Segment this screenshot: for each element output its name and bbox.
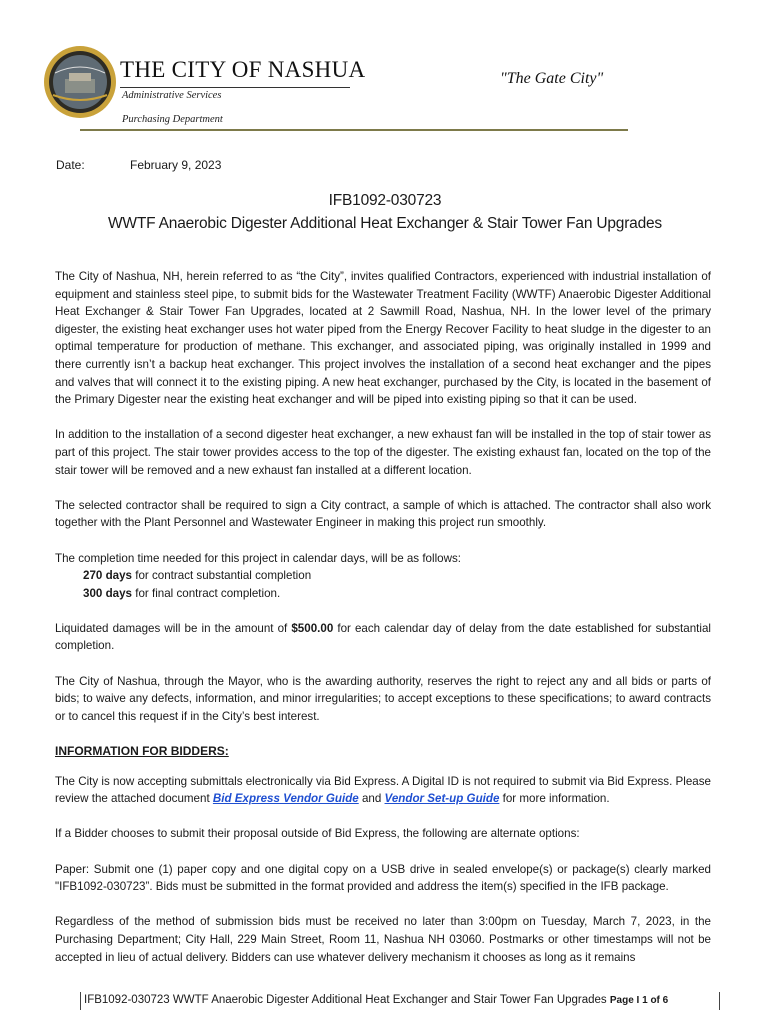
substantial-days: 270 days [83,569,132,583]
letterhead [40,40,630,130]
rights-paragraph: The City of Nashua, through the Mayor, who is the awarding authority, reserves the right to reject any and all bids or parts of bids; to waive any defects, information, and minor irregularities; to accept exceptions to these specifications; to award contracts or to cancel this request if in the City’s best interest. [55,674,711,723]
final-days: 300 days [83,586,132,600]
bid-express-vendor-guide-link[interactable]: Bid Express Vendor Guide [212,792,359,806]
bid-express-text-a: The City is now accepting submittals electronically via Bid Express. A Digital ID is not required to submit via Bid Express. Please review the attached document [55,774,711,806]
footer-right-bar [719,992,720,1010]
letterhead-divider [80,129,628,131]
ld-text-pre: Liquidated damages will be in the amount of [55,621,292,635]
vendor-setup-guide-link[interactable]: Vendor Set-up Guide [384,792,500,806]
ld-text-post: for each calendar day of delay from the date established for substantial completion. [55,621,711,653]
department-line-2: Purchasing Department [122,114,223,125]
city-motto: "The Gate City" [500,70,604,87]
information-for-bidders-heading: INFORMATION FOR BIDDERS: [55,744,229,759]
footer-text [84,994,668,1006]
city-seal-icon [43,45,117,119]
department-line-1: Administrative Services [122,90,222,101]
date-value: February 9, 2023 [130,158,222,172]
contract-paragraph: The selected contractor shall be required to sign a City contract, a sample of which is attached. The contractor shall also work together with the Plant Personnel and Wastewater Engineer in making this project run smoothly. [55,498,711,530]
liquidated-damages-paragraph [55,620,711,655]
ld-amount: $500.00 [291,621,334,635]
city-title: THE CITY OF NASHUA [120,57,366,82]
bid-express-paragraph [55,773,711,808]
bid-number-title: IFB1092-030723 [328,192,442,209]
completion-item-substantial [55,567,711,585]
intro-paragraph: The City of Nashua, NH, herein referred to as “the City”, invites qualified Contractors, experienced with industrial installation of equipment and stainless steel pipe, to submit bids for the Wastewater Treatment Facility (WWTF) Anaerobic Digester Additional Heat Exchanger & Stair Tower Fan Upgrades, located at 2 Sawmill Road, Nashua, NH. In the lower level of the primary digester, the existing heat exchanger uses hot water piped from the Energy Recover Facility to heat sludge in the digester to an optimal temperature for production of methane. This exchanger, and associated piping, was originally installed in 1999 and there currently isn’t a backup heat exchanger. This project involves the installation of a second heat exchanger and the pipes and valves that will connect it to the existing piping. A new heat exchanger, purchased by the City, is located in the basement of the Primary Digester near the existing heat exchanger and will be piped into existing piping so that it can be used. [55,270,711,407]
project-title: WWTF Anaerobic Digester Additional Heat Exchanger & Stair Tower Fan Upgrades [108,215,662,232]
bid-express-text-b: for more information. [499,792,610,806]
deadline-paragraph: Regardless of the method of submission bids must be received no later than 3:00pm on Tuesday, March 7, 2023, in the Purchasing Department; City Hall, 229 Main Street, Room 11, Nashua NH 03060. Postmarks or other timestamps will not be accepted in lieu of actual delivery. Bidders can use whatever delivery mechanism it chooses as long as it remains [55,915,711,964]
footer-title: IFB1092-030723 WWTF Anaerobic Digester Additional Heat Exchanger and Stair Tower Fan Upgrades [84,994,610,1006]
document-body [55,268,711,984]
final-days-text: for final contract completion. [132,586,281,600]
footer-left-bar [80,992,81,1010]
title-underline [120,87,350,88]
bid-express-and: and [358,792,385,806]
exhaust-fan-paragraph: In addition to the installation of a second digester heat exchanger, a new exhaust fan will be installed in the top of stair tower as part of this project. The stair tower provides access to the top of the digester. The existing exhaust fan, located on the top of the stair tower will be removed and a new exhaust fan installed at a different location. [55,428,711,477]
page-number: Page I 1 of 6 [609,995,669,1006]
completion-item-final [55,585,711,603]
date-label: Date: [56,158,85,172]
substantial-days-text: for contract substantial completion [132,569,312,583]
paper-submission-paragraph: Paper: Submit one (1) paper copy and one digital copy on a USB drive in sealed envelope(s) or package(s) clearly marked "IFB1092-030723”. Bids must be submitted in the format provided and address the item(s) specified in the IFB package. [55,862,711,894]
alternate-options-paragraph: If a Bidder chooses to submit their proposal outside of Bid Express, the following are alternate options: [55,827,580,841]
completion-time-paragraph: The completion time needed for this project in calendar days, will be as follows: [55,551,461,565]
